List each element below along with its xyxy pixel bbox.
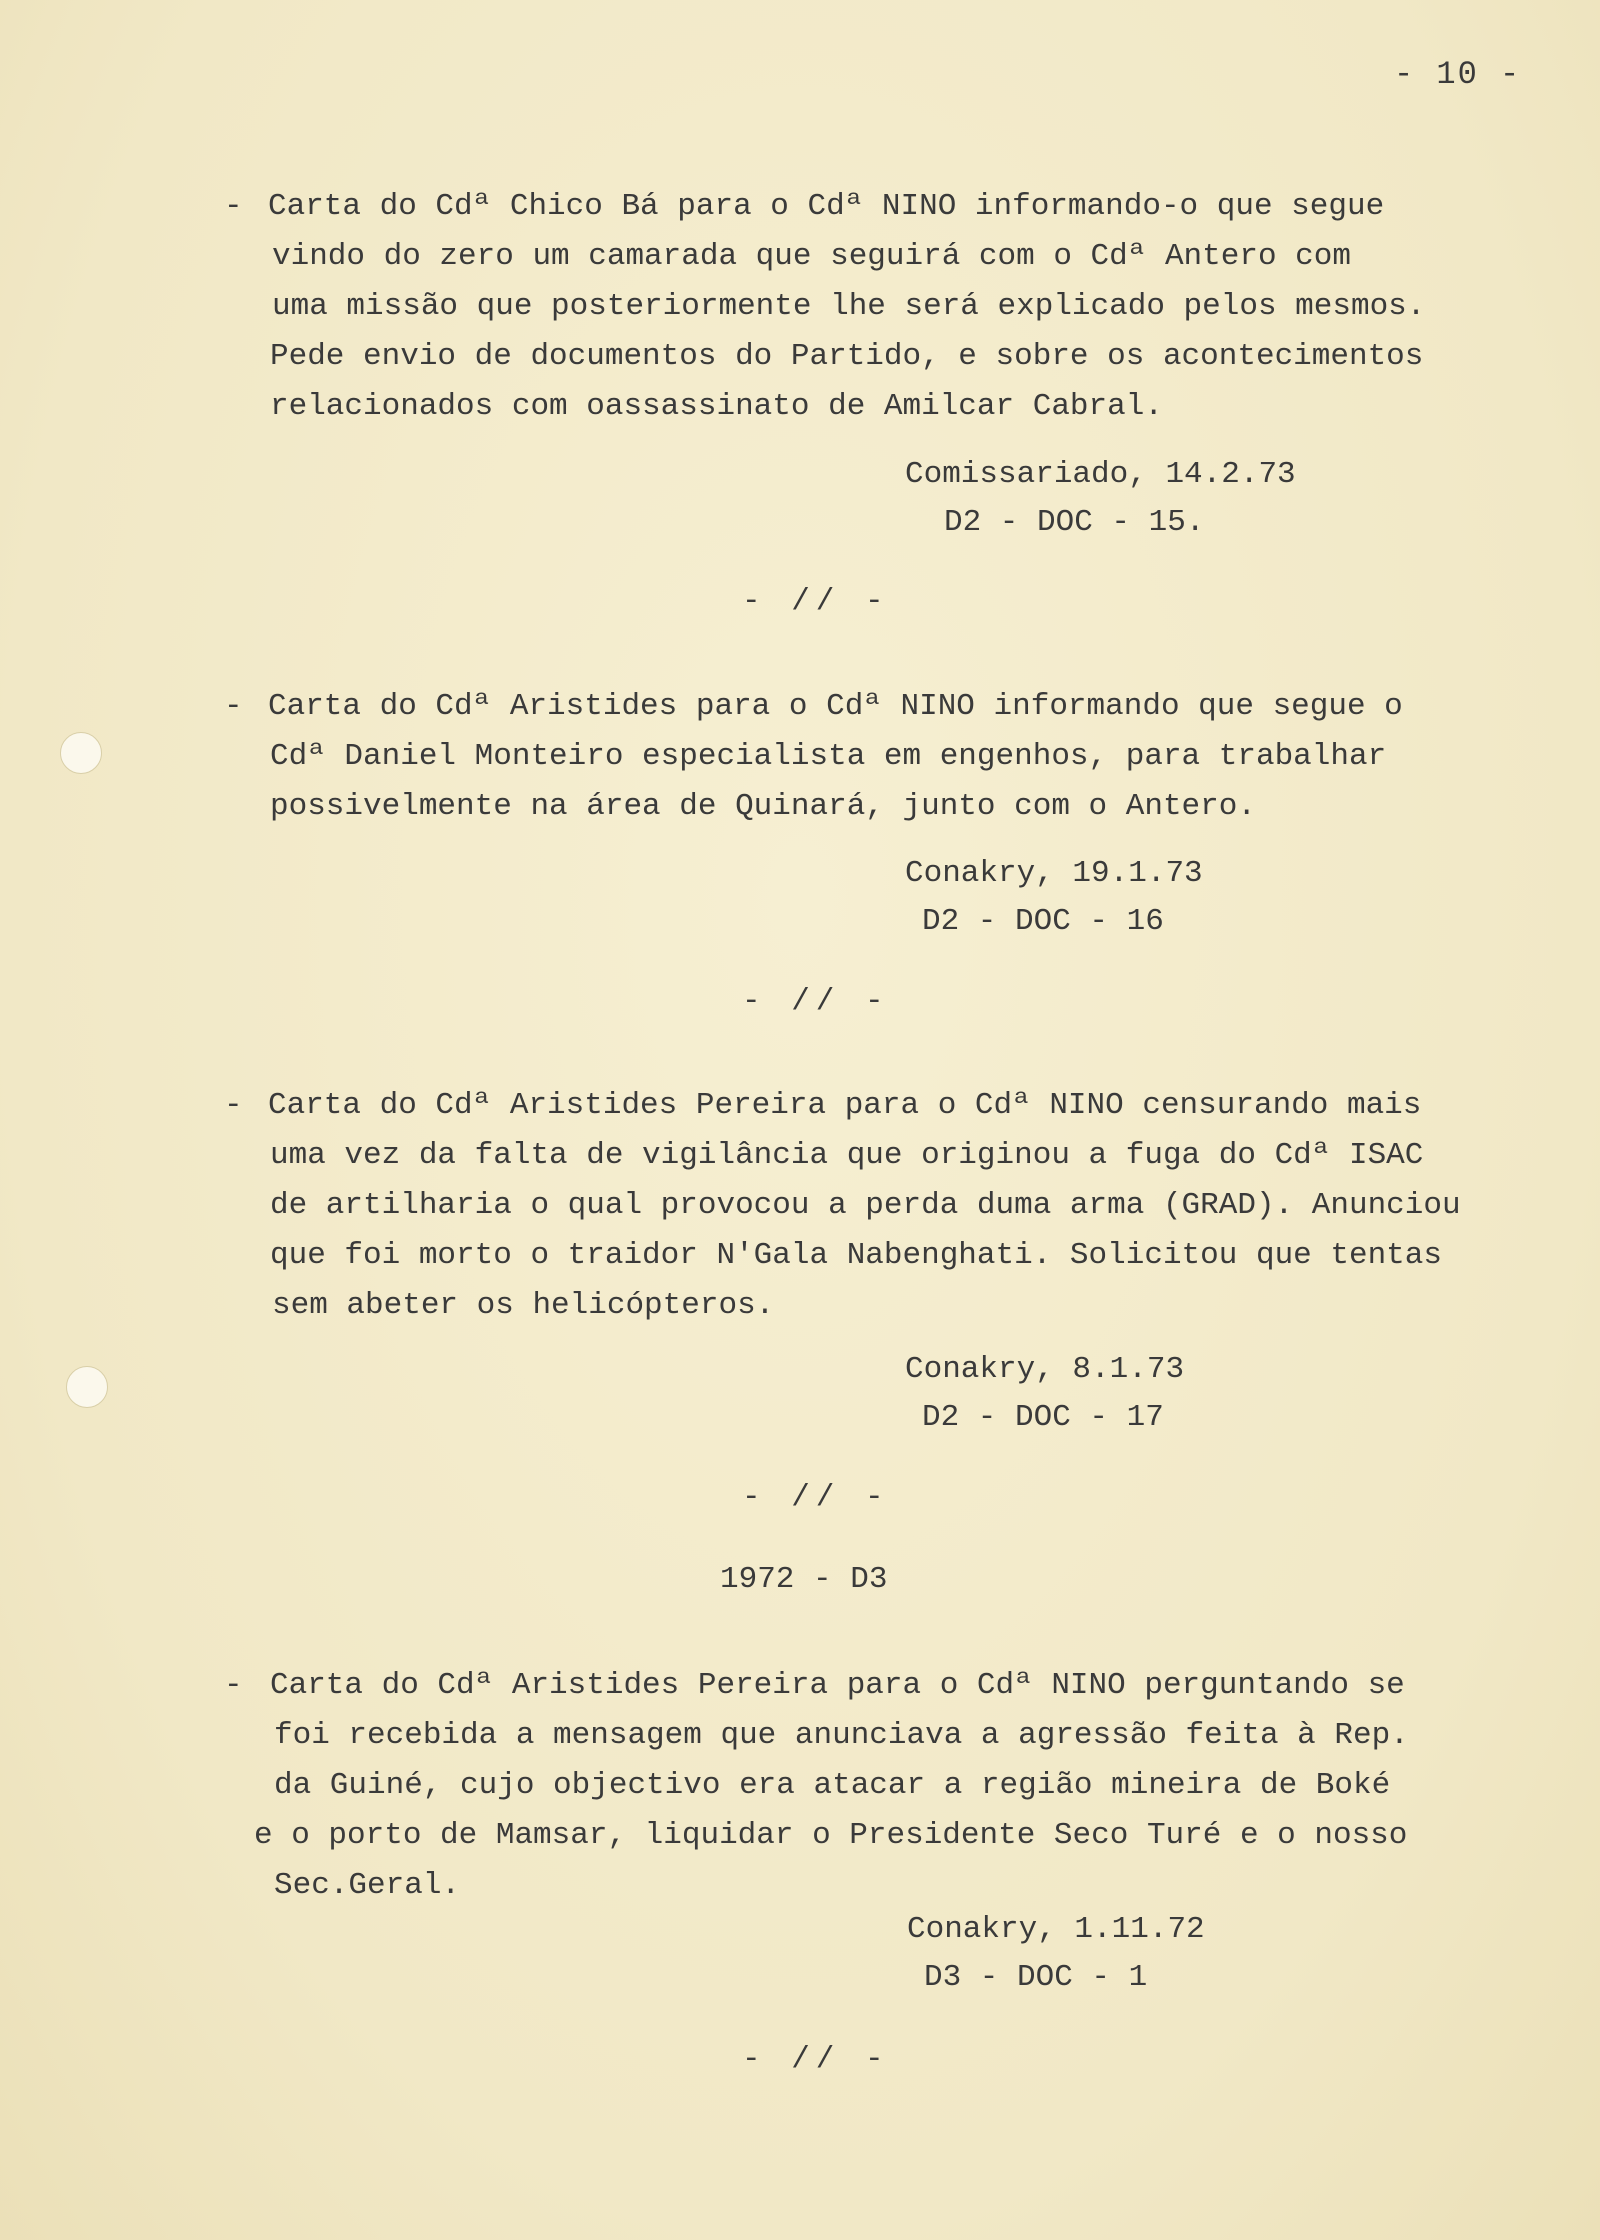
entry-line: vindo do zero um camarada que seguirá com o Cdª Antero com	[272, 239, 1351, 274]
year-heading: 1972 - D3	[720, 1562, 888, 1597]
entry-line: Carta do Cdª Aristides para o Cdª NINO informando que segue o	[268, 689, 1403, 724]
doc-reference: D3 - DOC - 1	[924, 1960, 1148, 1995]
entry-line: da Guiné, cujo objectivo era atacar a região mineira de Boké	[274, 1768, 1391, 1803]
document-entry	[224, 182, 1588, 432]
punch-hole	[66, 1366, 108, 1408]
section-separator: - // -	[742, 984, 890, 1019]
page-number: - 10 -	[1394, 56, 1522, 93]
entry-line: Carta do Cdª Chico Bá para o Cdª NINO informando-o que segue	[268, 189, 1385, 224]
place-date: Conakry, 19.1.73	[905, 856, 1203, 891]
document-entry	[224, 1081, 1588, 1331]
punch-hole	[60, 732, 102, 774]
entry-line: e o porto de Mamsar, liquidar o Presidente Seco Turé e o nosso	[254, 1818, 1408, 1853]
entry-line: Cdª Daniel Monteiro especialista em engenhos, para trabalhar	[270, 739, 1387, 774]
entry-line: uma missão que posteriormente lhe será explicado pelos mesmos.	[272, 289, 1426, 324]
section-separator: - // -	[742, 584, 890, 619]
entry-line: foi recebida a mensagem que anunciava a agressão feita à Rep.	[274, 1718, 1409, 1753]
entry-bullet: -	[224, 1088, 243, 1123]
place-date: Conakry, 1.11.72	[907, 1912, 1205, 1947]
entry-bullet: -	[224, 689, 243, 724]
entry-line: Sec.Geral.	[274, 1868, 461, 1903]
section-separator: - // -	[742, 2042, 890, 2077]
entry-line: de artilharia o qual provocou a perda duma arma (GRAD). Anunciou	[270, 1188, 1461, 1223]
document-entry	[224, 1661, 1588, 1911]
entry-line: Pede envio de documentos do Partido, e sobre os acontecimentos	[270, 339, 1424, 374]
doc-reference: D2 - DOC - 16	[922, 904, 1164, 939]
entry-bullet: -	[224, 189, 243, 224]
entry-line: possivelmente na área de Quinará, junto com o Antero.	[270, 789, 1256, 824]
place-date: Conakry, 8.1.73	[905, 1352, 1185, 1387]
entry-bullet: -	[224, 1668, 243, 1703]
place-date: Comissariado, 14.2.73	[905, 457, 1296, 492]
doc-reference: D2 - DOC - 17	[922, 1400, 1164, 1435]
entry-line: sem abeter os helicópteros.	[272, 1288, 775, 1323]
document-entry	[224, 682, 1588, 832]
entry-line: uma vez da falta de vigilância que originou a fuga do Cdª ISAC	[270, 1138, 1424, 1173]
entry-line: Carta do Cdª Aristides Pereira para o Cdª NINO perguntando se	[270, 1668, 1405, 1703]
entry-line: que foi morto o traidor N'Gala Nabenghati. Solicitou que tentas	[270, 1238, 1442, 1273]
section-separator: - // -	[742, 1480, 890, 1515]
doc-reference: D2 - DOC - 15.	[944, 505, 1205, 540]
entry-line: relacionados com oassassinato de Amilcar Cabral.	[270, 389, 1163, 424]
entry-line: Carta do Cdª Aristides Pereira para o Cdª NINO censurando mais	[268, 1088, 1422, 1123]
